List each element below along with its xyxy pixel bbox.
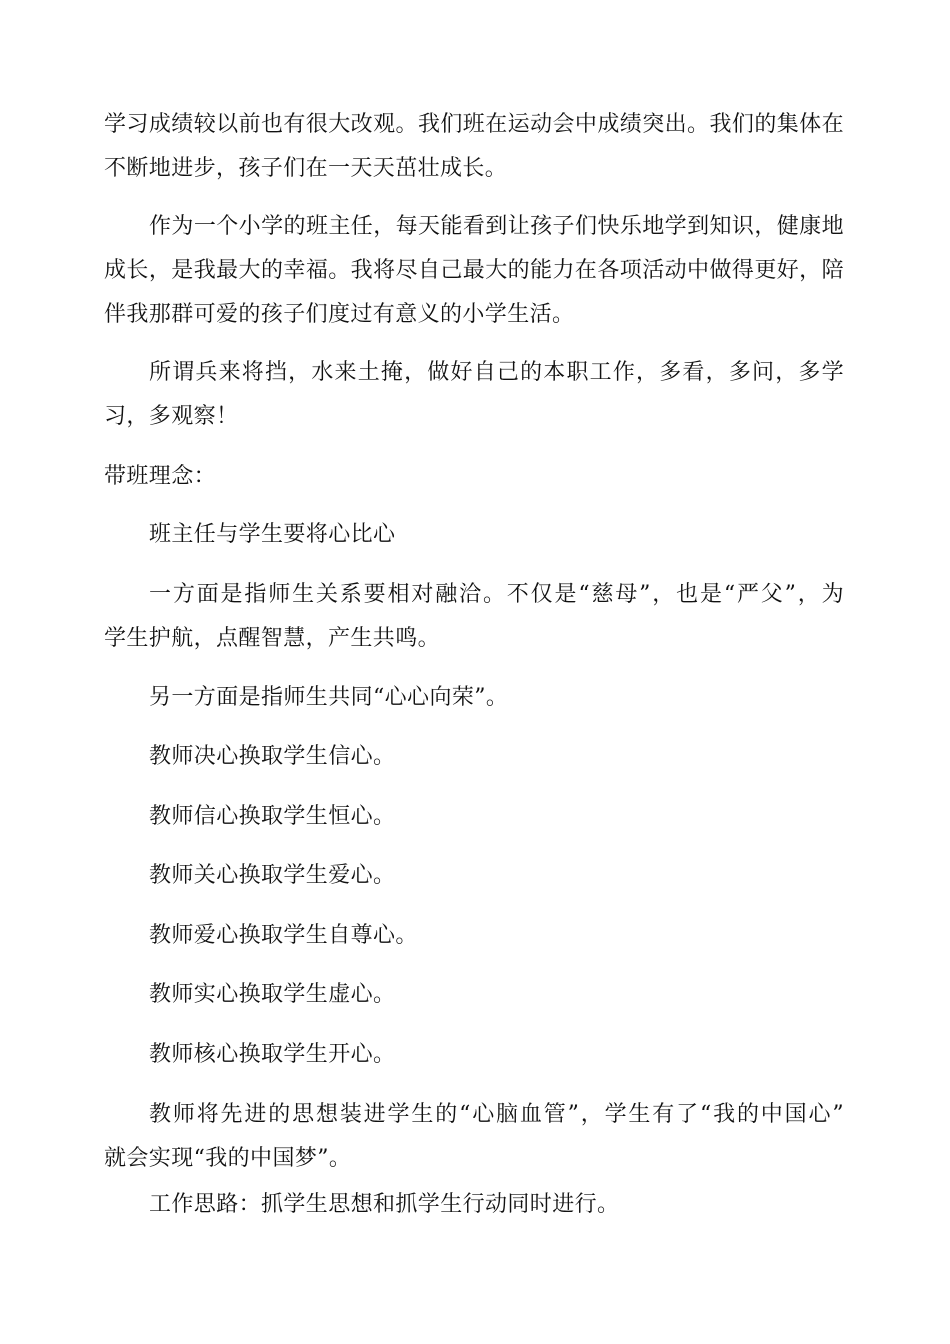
text-line: 习，多观察！ (104, 404, 239, 429)
section-heading: 带班理念： (104, 464, 217, 489)
text-line: 一方面是指师生关系要相对融洽。不仅是“慈母”，也是“严父”，为 (149, 582, 844, 607)
text-line: 教师信心换取学生恒心。 (149, 804, 396, 829)
text-line: 成长，是我最大的幸福。我将尽自己最大的能力在各项活动中做得更好，陪 (104, 258, 844, 283)
text-line: 教师实心换取学生虚心。 (149, 982, 396, 1007)
text-line: 班主任与学生要将心比心 (149, 522, 396, 547)
text-line: 作为一个小学的班主任，每天能看到让孩子们快乐地学到知识，健康地 (149, 214, 844, 239)
text-line: 教师关心换取学生爱心。 (149, 863, 396, 888)
text-line: 另一方面是指师生共同“心心向荣”。 (149, 685, 509, 710)
text-line: 教师将先进的思想装进学生的“心脑血管”，学生有了“我的中国心” (149, 1102, 844, 1127)
text-line: 学生护航，点醒智慧，产生共鸣。 (104, 626, 441, 651)
text-line: 就会实现“我的中国梦”。 (104, 1146, 352, 1171)
text-line: 所谓兵来将挡，水来土掩，做好自己的本职工作，多看，多问，多学 (149, 360, 844, 385)
text-line: 教师决心换取学生信心。 (149, 744, 396, 769)
text-line: 学习成绩较以前也有很大改观。我们班在运动会中成绩突出。我们的集体在 (104, 112, 844, 137)
text-line: 伴我那群可爱的孩子们度过有意义的小学生活。 (104, 302, 575, 327)
text-line: 工作思路：抓学生思想和抓学生行动同时进行。 (149, 1192, 620, 1217)
text-line: 教师爱心换取学生自尊心。 (149, 923, 418, 948)
text-line: 不断地进步，孩子们在一天天茁壮成长。 (104, 156, 508, 181)
text-line: 教师核心换取学生开心。 (149, 1042, 396, 1067)
